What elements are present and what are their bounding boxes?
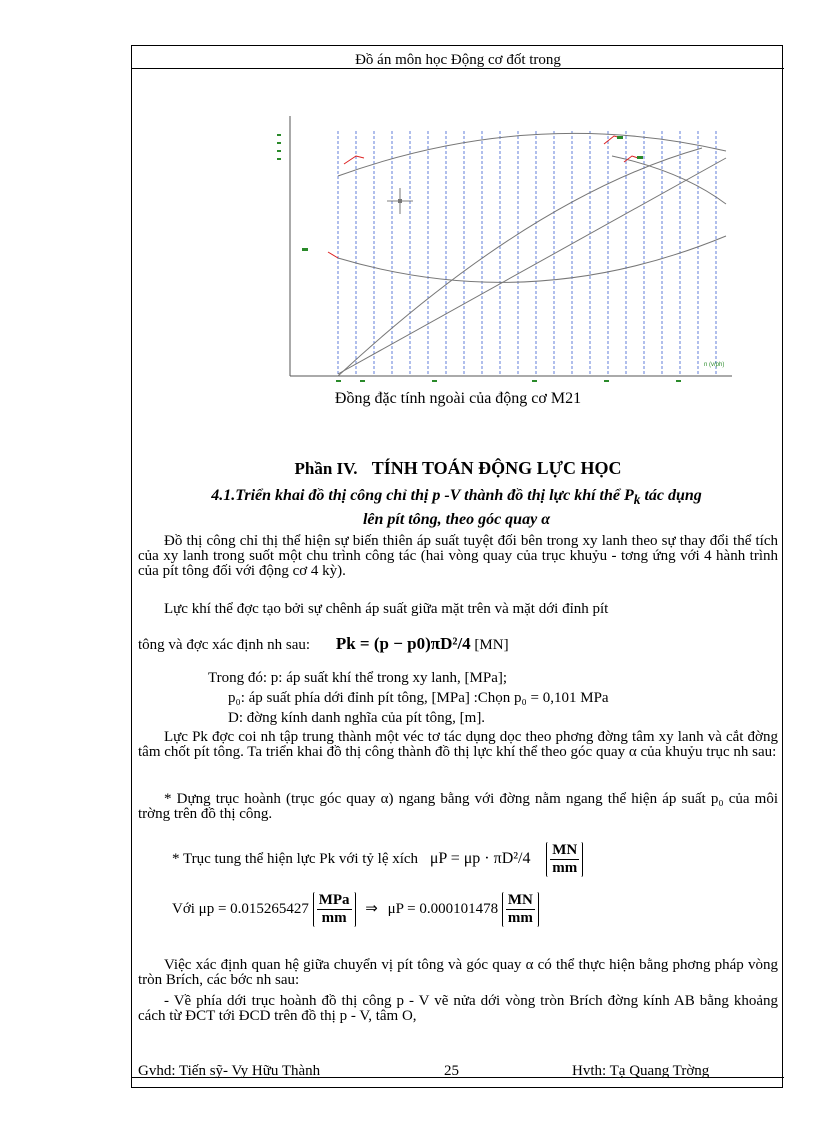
where-3: D: đờng kính danh nghĩa của pít tông, [m]. [228,710,486,726]
footer-student: Hvth: Tạ Quang Trờng [572,1063,710,1079]
footer-advisor: Gvhd: Tiến sỹ- Vy Hữu Thành [138,1063,321,1079]
where-1: Trong đó: p: áp suất khí thể trong xy lanh, [MPa]; [208,670,508,686]
label-leaders [328,136,638,258]
page-number: 25 [444,1063,459,1079]
alpha-symbol: α [541,511,551,529]
formula-mu-P: μP = μp · πD²/4 [429,849,531,867]
paragraph-6: Với μp = 0.015265427 $\frac{\text{MPa}}{mm}$ ⇒ μP = 0.000101478 $\frac{MN}{mm}$ [172,892,539,927]
part-label: Phần IV. [294,459,358,478]
unit-mpa-mm: $\frac{\text{MPa}}{mm}$ [313,892,356,927]
footer-rule [132,1077,784,1078]
paragraph-4: * Dựng trục hoành (trục góc quay α) ngang bằng với đờng nằm ngang thể hiện áp suất p₀ của môi trờng trên đồ thị công. [138,791,778,822]
implies-arrow: ⇒ [365,900,378,917]
curve-me [338,133,726,176]
paragraph-2b: tông và đợc xác định nh sau: Pk = (p − p0)πD²/4 [MN] [138,634,509,653]
characteristic-chart [232,76,752,406]
paragraph-3: Lực Pk đợc coi nh tập trung thành một véc tơ tác dụng dọc theo phơng đờng tâm xy lanh và cắt đờng tâm chốt pít tông. Ta triển khai đồ thị công thành đồ thị lực khí thể theo góc quay α của khuỷu trục nh sau: [138,729,778,760]
part-title: TÍNH TOÁN ĐỘNG LỰC HỌC [371,458,622,478]
unit-mn-mm-2: $\frac{MN}{mm}$ [502,892,539,927]
figure-caption: Đồng đặc tính ngoài của động cơ M21 [334,390,582,407]
grid-lines [338,131,716,376]
where-2: p₀: áp suất phía dới đỉnh pít tông, [MPa] :Chọn p₀ = 0,101 MPa [228,690,609,706]
paragraph-7: Việc xác định quan hệ giữa chuyển vị pít tông và góc quay α có thể thực hiện bằng phơng pháp vòng tròn Brích, các bớc nh sau: [138,957,778,988]
unit-mn-mm: $\frac{MN}{mm}$ [546,842,583,877]
y-ticks [277,134,281,160]
page-frame [131,45,783,1088]
paragraph-1: Đồ thị công chỉ thị thể hiện sự biến thiên áp suất tuyệt đối bên trong xy lanh theo sự thay đổi thể tích của xy lanh trong suốt một chu trình công tác (hai vòng quay của trục khuỷu - tơng ứng với 4 hành trình của pít tông đối với động cơ 4 kỳ). [138,533,778,579]
header-rule [132,68,784,69]
curve-ne [338,148,702,376]
curve-ge [338,236,726,282]
page-header: Đồ án môn học Động cơ đốt trong [355,52,561,68]
part-heading [132,458,784,479]
paragraph-5: * Trục tung thể hiện lực Pk với tỷ lệ xích μP = μp · πD²/4 $\frac{MN}{mm}$ [172,842,583,877]
curve-gnl [338,158,726,374]
formula-pk-unit: [MN] [474,637,509,653]
paragraph-8: - Về phía dới trục hoành đồ thị công p - V vẽ nửa dới vòng tròn Brích đờng kính AB bằng khoảng cách từ ĐCT tới ĐCD trên đồ thị p - V, tâm O, [138,993,778,1024]
curve-me-down [612,156,726,204]
section-title: 4.1.Triển khai đồ thị công chỉ thị p -V thành đồ thị lực khí thể $P_k$ tác dụng lên pít tông, theo góc quay α [211,487,702,529]
formula-pk: Pk = (p − p0)πD²/4 [335,634,471,653]
x-ticks [336,380,681,382]
paragraph-2: Lực khí thể đợc tạo bởi sự chênh áp suất giữa mặt trên và mặt dới đỉnh pít [164,601,609,617]
x-axis-label: n (v/ph) [704,362,725,368]
